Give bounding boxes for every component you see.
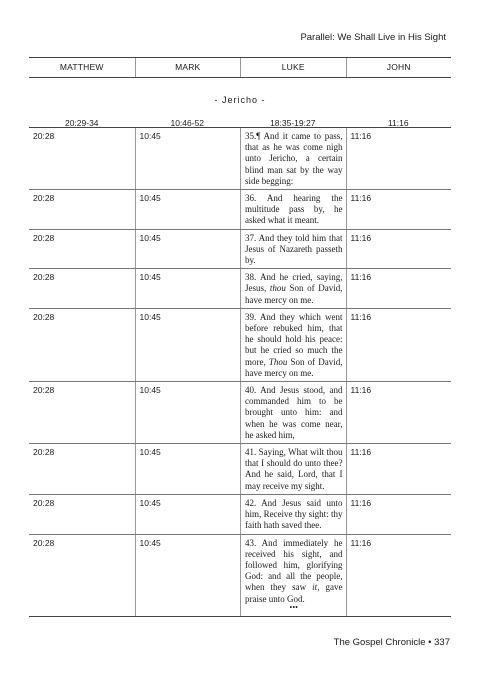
table-row [29,444,451,495]
luke-verse-cell: 35.¶ And it came to pass, that as he was come nigh unto Jericho, a certain blind man sat by the way side begging: [240,128,346,189]
luke-verse-cell: 43. And immediately he received his sight, and followed him, glorifying God: and all the people, when they saw it, gave praise unto God. ••• [240,535,346,616]
header-matthew: MATTHEW [59,62,104,72]
table-row [29,382,451,444]
john-ref-cell: 11:16 [346,128,452,189]
john-ref-cell: 11:16 [346,230,452,269]
running-head: Parallel: We Shall Live in His Sight [300,32,446,43]
matthew-ref-cell: 20:28 [33,232,55,243]
header-luke: LUKE [240,58,346,77]
mark-ref-cell: 10:45 [135,495,241,534]
matthew-ref-cell: 20:28 [33,497,55,508]
mark-ref-cell: 10:45 [135,190,241,229]
john-ref-cell: 11:16 [346,190,452,229]
ref-mark: 10:46-52 [170,118,205,128]
luke-verse-cell: 36. And hearing the multitude pass by, he asked what it meant. [240,190,346,229]
luke-verse-cell: 40. And Jesus stood, and commanded him to be brought unto him: and when he was come near, he asked him, [240,382,346,443]
matthew-ref-cell: 20:28 [33,193,55,204]
mark-ref-cell: 10:45 [135,269,241,308]
ref-john: 11:16 [387,118,409,128]
luke-verse-cell: 41. Saying, What wilt thou that I should do unto thee? And he said, Lord, that I may receive my sight. [240,444,346,494]
header-mark: MARK [135,58,241,77]
mark-ref-cell: 10:45 [135,535,241,616]
table-row [29,269,451,309]
page-footer: The Gospel Chronicle • 337 [333,637,450,648]
john-ref-cell: 11:16 [346,444,452,494]
ref-matthew: 20:29-34 [64,118,99,128]
john-ref-cell: 11:16 [346,309,452,381]
table-row [29,230,451,270]
parallel-table [29,127,451,617]
ref-luke: 18:35-19:27 [270,118,316,128]
john-ref-cell: 11:16 [346,535,452,616]
matthew-ref-cell: 20:28 [33,537,55,548]
john-ref-cell: 11:16 [346,382,452,443]
matthew-ref-cell: 20:28 [33,385,55,396]
mark-ref-cell: 10:45 [135,309,241,381]
mark-ref-cell: 10:45 [135,444,241,494]
table-row [29,128,451,190]
john-ref-cell: 11:16 [346,495,452,534]
matthew-ref-cell: 20:28 [33,447,55,458]
table-row [29,309,451,382]
end-mark: ••• [289,602,298,612]
luke-verse-cell: 37. And they told him that Jesus of Nazareth passeth by. [240,230,346,269]
table-row [29,535,451,617]
matthew-ref-cell: 20:28 [33,131,55,141]
table-row [29,495,451,535]
luke-verse-cell: 42. And Jesus said unto him, Receive thy sight: thy faith hath saved thee. [240,495,346,534]
matthew-ref-cell: 20:28 [33,272,55,283]
table-row [29,190,451,230]
luke-verse-cell: 39. And they which went before rebuked him, that he should hold his peace: but he cried so much the more, Thou Son of David, have mercy on me. [240,309,346,381]
mark-ref-cell: 10:45 [135,128,241,189]
gospel-header-row [29,57,451,78]
mark-ref-cell: 10:45 [135,230,241,269]
header-john: JOHN [346,58,452,77]
john-ref-cell: 11:16 [346,269,452,308]
luke-verse-cell: 38. And he cried, saying, Jesus, thou Son of David, have mercy on me. [240,269,346,308]
matthew-ref-cell: 20:28 [33,311,55,322]
section-title: - Jericho - [214,95,266,105]
mark-ref-cell: 10:45 [135,382,241,443]
